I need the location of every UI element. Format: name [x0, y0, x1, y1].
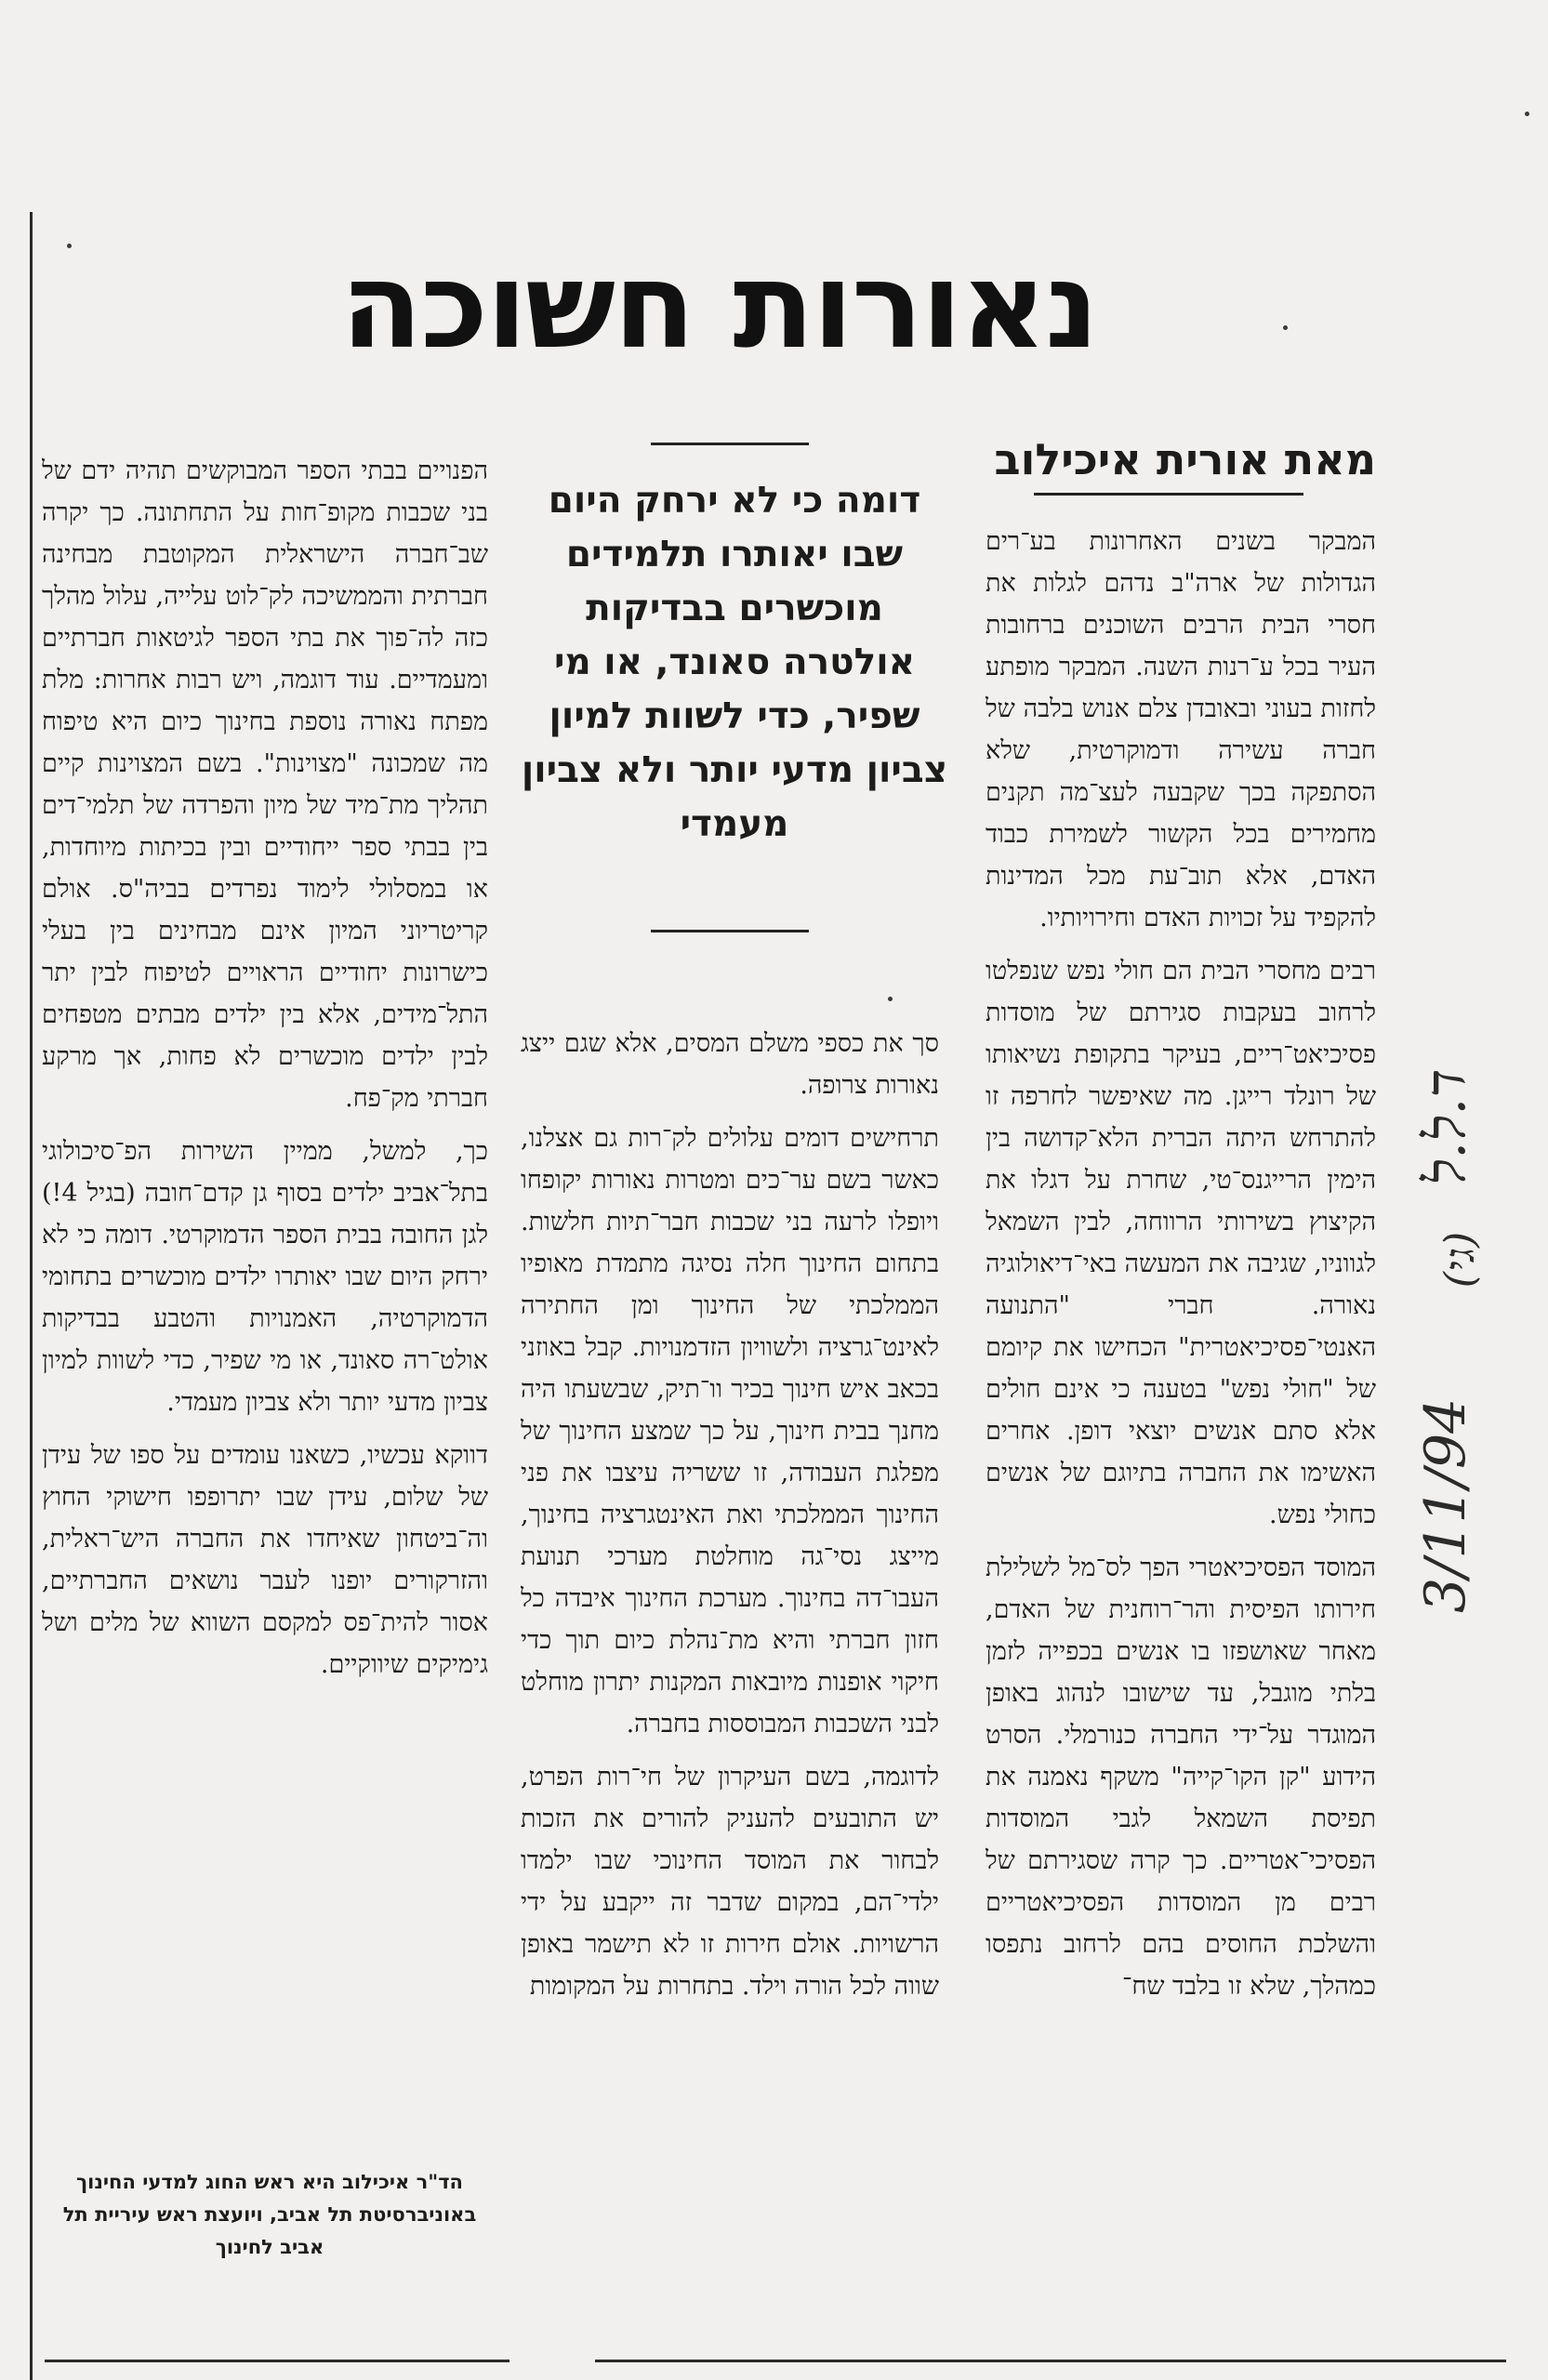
- paragraph: סך את כספי משלם המסים, אלא שגם ייצג נאורות צרופה.: [521, 1029, 939, 1100]
- byline-rule: [1034, 493, 1303, 496]
- paragraph: המוסד הפסיכיאטרי הפך לס־מל לשלילת חירותו הפיסית והר־רוחנית של האדם, מאחר שאושפזו בו אנשים בכפייה לזמן בלתי מוגבל, עד שישובו לנהוג באופן המוגדר על־ידי החברה כנורמלי. הסרט הידוע "קן הקו־קייה" משקף נאמנה את תפיסת השמאל לגבי המוסדות הפסיכי־אטריים. כך קרה שסגירתם של רבים מן המוסדות הפסיכיאטריים והשלכת החוסים בהם לרחוב נתפסו כמהלך, שלא זו בלבד שח־: [986, 1554, 1376, 2001]
- bottom-rule-right: [595, 2360, 1506, 2362]
- bottom-rule-left: [45, 2360, 509, 2362]
- column-rule-left: [30, 212, 33, 2380]
- paragraph: תרחישים דומים עלולים לק־רות גם אצלנו, כאשר בשם ער־כים ומטרות נאורות יקופחו ויופלו לרעה בני שכבות חבר־תיות חלשות. בתחום החינוך חלה נסיגה מתמדת מאופיו הממלכתי של החינוך ומן החתירה לאינט־גרציה ולשוויון הזדמנויות. קבל באוזני בכאב איש חינוך בכיר וו־תיק, שבשעתו היה מחנך בבית חינוך, על כך שמצע החינוך של מפלגת העבודה, זו ששריה עיצבו את פני החינוך הממלכתי ואת האינטגרציה בחינוך, מייצג נסי־גה מוחלטת מערכי תנועת העבו־דה בחינוך. מערכת החינוך איבדה כל חזון חברתי והיא מת־נהלת כיום תוך כדי חיקוי אופנות מיובאות המקנות יתרון מוחלט לבני השכבות המבוססות בחברה.: [521, 1124, 939, 1739]
- pull-quote: דומה כי לא ירחק היום שבו יאותרו תלמידים מוכשרים בבדיקות אולטרה סאונד, או מי שפיר, כדי לשוות למיון צביון מדעי יותר ולא צביון מעמדי: [521, 480, 948, 845]
- speck: [1283, 325, 1288, 330]
- paragraph: לדוגמה, בשם העיקרון של חי־רות הפרט, יש התובעים להעניק להורים את הזכות לבחור את המוסד החינוכי שבו ילמדו ילדי־הם, במקום שדבר זה ייקבע על ידי הרשויות. אולם חירות זו לא תישמר באופן שווה לכל הורה וילד. בתחרות על המקומות: [521, 1763, 939, 2001]
- paragraph: המבקר בשנים האחרונות בע־רים הגדולות של ארה"ב נדהם לגלות את חסרי הבית הרבים השוכנים ברחובות העיר בכל ע־רנות השנה. המבקר מופתע לחזות בעוני ובאובדן צלם אנוש בלבה של חברה עשירה ודמוקרטית, שלא הסתפקה בכך שקבעה לעצ־מה תקנים מחמירים בכל הקשור לשמירת כבוד האדם, אלא תוב־עת מכל המדינות להקפיד על זכויות האדם וחירויותיו.: [986, 527, 1376, 932]
- article-headline: נאורות חשוכה: [340, 237, 1097, 376]
- paragraph: כך, למשל, ממיין השירות הפ־סיכולוגי בתל־אביב ילדים בסוף גן קדם־חובה (בגיל 4!) לגן החובה בבית הספר הדמוקרטי. דומה כי לא ירחק היום שבו יאותרו ילדים מוכשרים בתחומי הדמוקרטיה, האמנויות והטבע בבדיקות אולט־רה סאונד, או מי שפיר, כדי לשוות למיון צביון מדעי יותר ולא צביון מעמדי.: [42, 1137, 488, 1417]
- article-column-right: [986, 521, 1376, 2287]
- pull-quote-rule-bottom: [651, 930, 809, 932]
- paragraph: הפנויים בבתי הספר המבוקשים תהיה ידם של בני שכבות מקופ־חות על התחתונה. כך יקרה שב־חברה הישראלית המקוטבת מבחינה חברתית והממשיכה לק־לוט עלייה, עלול מהלך כזה לה־פוך את בתי הספר לגיטאות חברתיים ומעמדיים. עוד דוגמה, ויש רבות אחרות: מלת מפתח נאורה נוספת בחינוך כיום היא טיפוח מה שמכונה "מצוינות". בשם המצוינות קיים תהליך מת־מיד של מיון והפרדה של תלמי־דים בין בבתי ספר ייחודיים ובין בכיתות מיוחדות, או במסלולי לימוד נפרדים בביה"ס. אולם קריטריוני המיון אינם מבחינים בין בעלי כישרונות יחודיים הראויים לטיפוח לבין יתר התל־מידים, אלא בין ילדים מבתים מטפחים לבין ילדים מוכשרים לא פחות, אך מרקע חברתי מק־פח.: [42, 456, 488, 1113]
- article-column-left: [42, 450, 488, 2151]
- handwritten-date: 3/11/94: [1413, 1397, 1478, 1613]
- speck: [67, 244, 72, 248]
- article-column-middle: [521, 1023, 939, 2259]
- speck: [888, 997, 893, 1001]
- handwritten-source-note: ד.ל.ל: [1413, 1068, 1478, 1185]
- speck: [1525, 112, 1529, 116]
- handwritten-mark: (גי): [1436, 1231, 1484, 1289]
- pull-quote-rule-top: [651, 443, 809, 445]
- author-note: הד"ר איכילוב היא ראש החוג למדעי החינוך באוניברסיטת תל אביב, ויועצת ראש עיריית תל אביב לחינוך: [62, 2171, 477, 2258]
- paragraph: דווקא עכשיו, כשאנו עומדים על ספו של עידן של שלום, עידן שבו יתרופפו חישוקי החוץ וה־ביטחון שאיחדו את החברה היש־ראלית, והזרקורים יופנו לעבר נושאים החברתיים, אסור להית־פס למקסם השווא של מלים ושל גימיקים שיווקיים.: [42, 1441, 488, 1679]
- paragraph: רבים מחסרי הבית הם חולי נפש שנפלטו לרחוב בעקבות סגירתם של מוסדות פסיכיאט־ריים, בעיקר בתקופת נשיאותו של רונלד רייגן. מה שאיפשר לחרפה זו להתרחש היתה הברית הלא־קדושה בין הימין הרייגנס־טי, שחרת על דגלו את הקיצוץ בשירותי הרווחה, לבין השמאל לגווניו, שגיבה את המעשה באי־דיאולוגיה נאורה. חברי "התנועה האנטי־פסיכיאטרית" הכחישו את קיומם של "חולי נפש" בטענה כי אינם חולים אלא סתם אנשים יוצאי דופן. אחרים האשימו את החברה בתיוגם של אנשים כחולי נפש.: [986, 957, 1376, 1529]
- article-byline: מאת אורית איכילוב: [994, 434, 1376, 484]
